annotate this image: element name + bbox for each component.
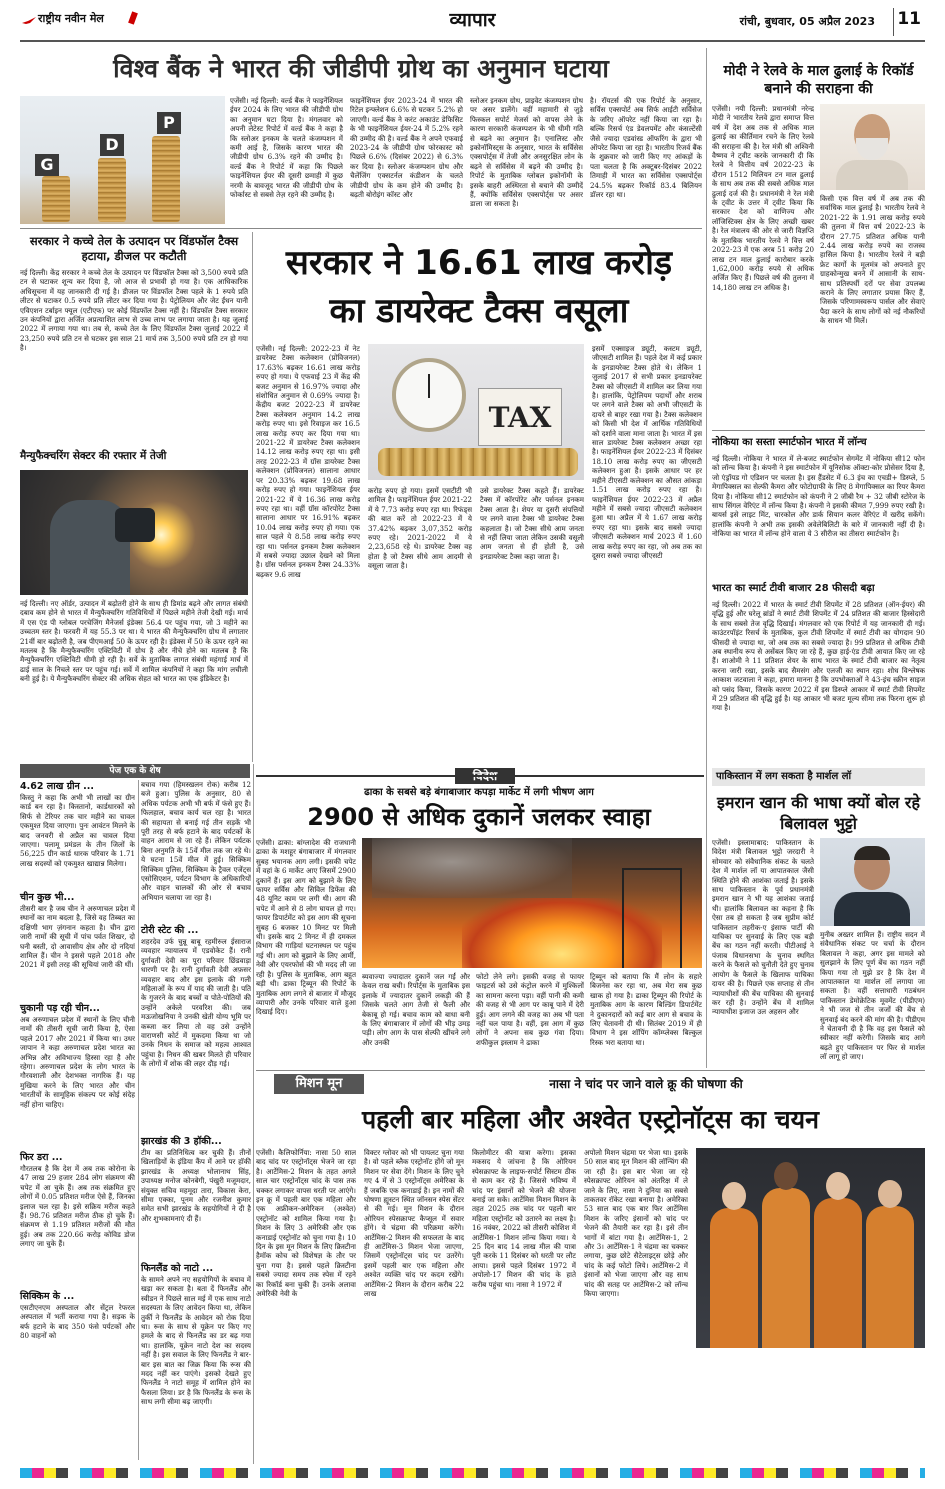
page-number: 11 bbox=[897, 9, 921, 29]
tax-story bbox=[256, 232, 702, 764]
worldbank-story bbox=[20, 48, 702, 226]
dhaka-col3: फोटो लेने लगे। इसकी वजह से फायर फाइटर्स को उसे कंट्रोल करने में मुश्किलों का सामना करना पड़ा। वहीं पानी की कमी की वजह से भी आग पर काबू पाने में देरी हुई। आग लगने की वजह का अब भी पता नहीं चल पाया है। वहीं, इस आग में कुछ लोगों ने अपना सब कुछ गंवा दिया। शफीकुल इस्लाम ने ढाका bbox=[476, 972, 584, 1047]
tax-headline-line1: सरकार ने 16.61 लाख करोड़ bbox=[285, 243, 673, 283]
brief-body: तीसरी बार है जब चीन ने अरुणाचल प्रदेश में स्थानों का नाम बदला है, जिसे वह तिब्बत का दक्षिणी भाग ज़ंगनान कहता है। चीन द्वारा जारी नामों की सूची में पांच पर्वत शिखर, दो घनी बस्ती, दो आवासीय क्षेत्र और दो नदियां शामिल हैं। चीन ने इससे पहले 2018 और 2021 में इसी तरह की सूचियां जारी की थीं। bbox=[20, 904, 135, 970]
brief-title: चीन कुछ भी... bbox=[20, 892, 75, 903]
brief-body: एसटीएनएम अस्पताल और सेंट्रल रेफरल अस्पताल में भर्ती कराया गया है। सड़क के बर्फ हटाने के बाद 350 फंसे पर्यटकों और 80 वाहनों को bbox=[20, 1303, 135, 1341]
gdp-block-p: P bbox=[157, 112, 181, 134]
masthead bbox=[0, 0, 945, 44]
modi-rail-story bbox=[712, 48, 925, 426]
briefs-column-2 bbox=[141, 780, 251, 1460]
gdp-block-d: D bbox=[100, 134, 124, 156]
section-rule bbox=[20, 228, 702, 229]
coins-pile bbox=[378, 448, 578, 476]
nasa-col2: विक्टर ग्लोवर को भी पायलट चुना गया है। वो पहले ब्लैक एस्ट्रोनॉट होंगे जो मून मिशन पर सेवा देंगे। मिशन के लिए चुने गए 4 में से 3 एस्ट्रोनॉट्स अमेरिका के हैं जबकि एक कनाडाई है। इन नामों की घोषणा ह्यूस्टन स्थित जॉनसन स्पेस सेंटर से की गई। मून मिशन के दौरान ओरियन स्पेसक्राफ्ट कैप्सूल में सवार होंगे। ये चंद्रमा की परिक्रमा करेंगे। आर्टेमिस-2 मिशन की सफलता के बाद ही आर्टेमिस-3 मिशन भेजा जाएगा, जिसमें एस्ट्रोनॉट्स चांद पर उतरेंगे। इसमें पहली बार एक महिला और अश्वेत व्यक्ति चांद पर कदम रखेंगे। आर्टेमिस-2 मिशन के दौरान करीब 22 लाख bbox=[364, 1148, 464, 1299]
worldbank-col3: स्लोअर इनकम ग्रोथ, प्राइवेट कंजम्पशन ग्रोथ पर असर डालेंगे। वहीं महामारी से जुड़े फिस्कल सपोर्ट मेजर्स को वापस लेने के कारण सरकारी कंजम्पशन के भी धीमी गति से बढ़ने का अनुमान है। एनालिस्ट और इकोनॉमिस्ट्स के अनुसार, भारत के सर्विसेस एक्सपोर्ट्स में तेजी और अनसुरक्षित लोन के बढ़ने से सर्विसेस में बढ़ने की उम्मीद है। रिपोर्ट के मुताबिक ग्लोबल इकोनॉमी के इसके बाहरी अस्थिरता से बचाने की उम्मीदें हैं, क्योंकि सर्विसेस एक्सपोर्ट्स पर असर डाला जा सकता है। bbox=[470, 96, 583, 209]
brief-title: 4.62 लाख ग्रीन ... bbox=[20, 781, 94, 792]
dhaka-col4: ट्रिब्यून को बताया कि मैं लोन के सहारे बिजनेस कर रहा था, अब मेरा सब कुछ खाक हो गया है। ढाका ट्रिब्यून की रिपोर्ट के मुताबिक आग के कारण बिल्डिंग डिपार्टमेंट ने दुकानदारों को कई बार आग से बचाव के लिए चेतावनी दी थी। सितंबर 2019 में ही विभाग ने इस शॉपिंग कॉम्प्लेक्स बिल्कुल रिस्क भरा बताया था। bbox=[590, 972, 702, 1047]
print-registration-bar bbox=[20, 1468, 925, 1478]
brief-body: शहरदेव उर्फ चुन्नू बाबू रहमीरुल ईसाराज व्यवहार न्यायालय में एडवोकेट हैं। रानी दुर्गावती देवी का पूरा परिवार छिंडवाड़ा धारणी पर है। रानी दुर्गावती देवी अफ़सर व्यवहार बाद और इस इलाके की गली महिलाओं के रूप में याद की जाती है। पति के गुजरने के बाद बच्चों व पोते-पोतियों की उन्होंने अकेले परवरिश की। जब मऊजोखनिया ने उनकी खेती योग्य भूमि पर कब्जा कर लिया तो वह उसे उन्होंने वाराणसी कोर्ट में मुकदमा किया था जो उनके निधन के समाज को महत्व आश्वत पहुंचा है। निधन की खबर मिलते ही परिवार के लोगों में शोक की लहर दौड़ गई। bbox=[141, 937, 251, 1069]
portrait-beard bbox=[856, 138, 888, 160]
briefs-tab: पेज एक के शेष bbox=[20, 764, 250, 778]
masthead-divider bbox=[893, 8, 894, 36]
portrait-hair bbox=[854, 846, 890, 860]
tax-col1: एजेंसी। नई दिल्ली: 2022-23 में नेट डायरेक्ट टैक्स कलेक्शन (प्रोविजनल) 17.63% बढ़कर 16.61 लाख करोड़ रुपए हो गया। ये एफवाई 23 में केंद्र की बजट अनुमान से 16.97% ज्यादा और संशोधित अनुमान से 0.69% ज्यादा है। केंद्रीय बजट 2022-23 में डायरेक्ट टैक्स कलेक्शन अनुमान 14.2 लाख करोड़ रुपए था। इसे रिवाइज कर 16.5 लाख करोड़ रुपए कर दिया गया था। 2021-22 में डायरेक्ट टैक्स कलेक्शन 14.12 लाख करोड़ रुपए रहा था। इसी तरह 2022-23 में ग्रॉस डायरेक्ट टैक्स कलेक्शन (प्रोविजनल) सालाना आधार पर 20.33% बढ़कर 19.68 लाख करोड़ रुपए हो गया। फाइनेंशियल ईयर 2021-22 में ये 16.36 लाख करोड़ रुपए रहा था। वहीं ग्रॉस कॉरपोरेट टैक्स सालाना आधार पर 16.91% बढ़कर 10.04 लाख करोड़ रुपए हो गया। एक साल पहले ये 8.58 लाख करोड़ रुपए रहा था। पर्सनल इनकम टैक्स कलेक्शन में सबसे ज्यादा उछाल देखने को मिला है। ग्रॉस पर्सनल इनकम टैक्स 24.33% बढ़कर 9.6 लाख bbox=[256, 344, 360, 579]
clock-hand bbox=[428, 374, 430, 398]
column-divider bbox=[252, 232, 253, 762]
smart-tv-body: नई दिल्ली। 2022 में भारत के स्मार्ट टीवी शिपमेंट में 28 प्रतिशत (ऑन-ईयर) की वृद्धि हुई और घरेलू ब्रांडों ने स्मार्ट टीवी शिपमेंट में 24 प्रतिशत की बाजार हिस्सेदारी के साथ सबसे तेज वृद्धि दिखाई। मंगलवार को एक रिपोर्ट में यह जानकारी दी गई। काउंटरपॉइंट रिसर्च के मुताबिक, कुल टीवी शिपमेंट में स्मार्ट टीवी का योगदान 90 फीसदी से ज्यादा था, जो अब तक का सबसे ज्यादा है। 99 प्रतिशत से अधिक टीवी अब स्थानीय रूप से असेंबल किए जा रहे हैं, कुछ हाई-एंड टीवी आयात किए जा रहे हैं। शाओमी ने 11 प्रतिशत शेयर के साथ भारत के स्मार्ट टीवी बाजार का नेतृत्व करना जारी रखा, इसके बाद सैमसंग और एलजी का स्थान रहा। शोध विश्लेषक आकाश जटवाला ने कहा, हमारा मानना है कि उपभोक्ताओं ने 43-इंच स्क्रीन साइज को पसंद किया, जिसके कारण 2022 में इस डिस्प्ले आकार में स्मार्ट टीवी शिपमेंट में 29 प्रतिशत की वृद्धि हुई है। यह आकार भी बजट मूल्य सीमा तक फिरना शुरू हो गया है। bbox=[712, 600, 925, 713]
smoke-plume bbox=[372, 838, 572, 898]
astronaut-face bbox=[878, 1180, 902, 1208]
brief-body: गौरतलब है कि देश में अब तक कोरोना के 47 लाख 29 हजार 284 लोग संक्रमण की चपेट में आ चुके हैं। अब तक संक्रमित हुए लोगों में 0.05 प्रतिशत मरीज ऐसे हैं, जिनका इलाज चल रहा है। इसे सक्रिय मरीज कहते हैं। 98.76 प्रतिशत मरीज ठीक हो चुके हैं। संक्रमण से 1.19 प्रतिशत मरीजों की मौत हुई। अब तक 220.66 करोड़ कोविड डोज लगाए जा चुके हैं। bbox=[20, 1164, 135, 1249]
coin-stack bbox=[42, 176, 70, 222]
welding-mask bbox=[115, 508, 155, 542]
modi-portrait-photo bbox=[820, 104, 925, 190]
column-divider bbox=[138, 780, 139, 1460]
manufacturing-story bbox=[20, 448, 248, 758]
column-divider bbox=[253, 764, 254, 1464]
dateline: रांची, बुधवार, 05 अप्रैल 2023 bbox=[739, 15, 875, 28]
modi-rail-col2: किसी एक वित्त वर्ष में अब तक की सर्वाधिक माल ढुलाई है। भारतीय रेलवे ने 2021-22 के 1.91 लाख करोड़ रुपये की तुलना में वित्त वर्ष 2022-23 के दौरान 27.75 प्रतिशत अधिक यानी 2.44 लाख करोड़ रुपये का राजस्व हासिल किया है। भारतीय रेलवे ने बड़ी फ्रेट कार्गो के मूलमंत्र को अपनाते हुए ग्राहकोन्मुख बनने में आसानी के साथ-साथ प्रतिस्पर्धी दरों पर सेवा उपलब्ध कराने के लिए लगातार प्रयास किए हैं, जिसके परिणामस्वरूप पार्सल और सेवाएं पैदा करने के साथ लोगों को नई नौकरियों के साधन भी मिलें। bbox=[820, 194, 925, 326]
section-rule bbox=[712, 430, 925, 431]
windfall-headline: सरकार ने कच्चे तेल के उत्पादन पर विंडफॉल टैक्स हटाया, डीजल पर कटौती bbox=[29, 234, 239, 263]
tax-col4: इसमें एक्साइज ड्यूटी, कस्टम ड्यूटी, जीएसटी शामिल हैं। पहले देश में कई प्रकार के इनडायरेक्ट टैक्स होते थे। लेकिन 1 जुलाई 2017 से सभी प्रकार इनडायरेक्ट टैक्स को जीएसटी में शामिल कर लिया गया है। हालांकि, पेट्रोलियम पदार्थों और शराब पर लगने वाले टैक्स को अभी जीएसटी के दायरे से बाहर रखा गया है। टैक्स कलेक्शन को किसी भी देश में आर्थिक गतिविधियों को दर्शाने वाला माना जाता है। भारत में इस साल डायरेक्ट टैक्स कलेक्शन अच्छा रहा है। फाइनेंशियल ईयर 2022-23 में दिसंबर 18.10 लाख करोड़ रुपए का जीएसटी कलेक्शन हुआ है। इसके आधार पर हर महीने टीएसटी कलेक्शन का औसत आंकड़ा 1.51 लाख करोड़ रुपए रहा है। फाइनेंशियल ईयर 2022-23 में अप्रैल महीने में सबसे ज्यादा जीएसटी कलेक्शन हुआ था। अप्रैल में ये 1.67 लाख करोड़ रुपए रहा था। इसके बाद सबसे ज्यादा जीएसटी कलेक्शन मार्च 2023 में 1.60 लाख करोड़ रुपए का रहा, जो अब तक का दूसरा सबसे ज्यादा जीएसटी bbox=[592, 344, 702, 560]
astronaut-suit bbox=[762, 1188, 810, 1348]
dhaka-fire-photo bbox=[362, 838, 702, 968]
brief-title: चुकानी पड़ रही चीन... bbox=[20, 1003, 100, 1014]
section-rule bbox=[256, 1070, 925, 1071]
pakistan-col2: मुनीब अख्तर शामिल हैं। राष्ट्रीय सदन में संवैधानिक संकट पर चर्चा के दौरान बिलावल ने कहा, अगर इस मामले को सुलझाने के लिए पूर्ण बेंच का गठन नहीं किया गया तो मुझे डर है कि देश में आपातकाल या मार्शल लॉ लगाया जा सकता है। वहीं सत्ताधारी गठबंधन पाकिस्तान डेमोक्रेटिक मूवमेंट (पीडीएम) ने भी जज से तीन जजों की बेंच से सुनवाई बंद करने की मांग की है। पीडीएम ने चेतावनी दी है कि वह इस फैसले को स्वीकार नहीं करेगी। जिसके बाद आगे बढ़ते हुए पाकिस्तान पर फिर से मार्शल लॉ लागू हो जाए। bbox=[820, 930, 925, 1062]
brief-title: फिर डरा ... bbox=[20, 1152, 63, 1163]
astronaut-face bbox=[722, 1182, 746, 1210]
nokia-body: नई दिल्ली। नोकिया ने भारत में ले-बजट स्मार्टफोन सेगमेंट में नोकिया सी12 फोन को लॉन्च किया है। कंपनी ने इस स्मार्टफोन में यूनिसोक ऑक्टा-कोर प्रोसेसर दिया है, जो एंड्रॉयड गो एडिशन पर चलता है। इस हैंडसेट में 6.3 इंच का एचडी+ डिस्प्ले, 5 मेगापिक्सल का सेल्फी कैमरा और फोटोग्राफी के लिए 8 मेगापिक्सल का रियर कैमरा दिया है। नोकिया सी12 स्मार्टफोन को कंपनी ने 2 जीबी रैम + 32 जीबी स्टोरेज के साथ सिंगल वेरिएंट में लॉन्च किया है। कंपनी ने इसकी कीमत 7,999 रुपए रखी है। बायर्स इसे लाइट मिंट, चारकोल और डार्क सियान कलर वेरिएंट में खरीद सकेंगे। हालांकि कंपनी ने अभी तक इसकी अवेलेबिलिटी के बारे में जानकारी नहीं दी है। नोकिया का भारत में लॉन्च होने वाला ये 3 सीरीज का तीसरा स्मार्टफोन है। bbox=[712, 454, 925, 539]
portrait-body bbox=[834, 892, 910, 926]
nasa-kicker: नासा ने चांद पर जाने वाले क्रू की घोषणा की bbox=[549, 1077, 743, 1091]
dhaka-story bbox=[256, 786, 702, 1066]
tax-headline-line2: का डायरेक्ट टैक्स वसूला bbox=[329, 291, 629, 331]
tax-cube: TAX bbox=[478, 388, 562, 446]
column-divider bbox=[706, 48, 707, 828]
pakistan-col1: एजेंसी। इस्लामाबाद: पाकिस्तान के विदेश मंत्री बिलावल भुट्टो जरदारी ने सोमवार को संवैधानिक संकट के चलते देश में मार्शल लॉ या आपातकाल जैसी स्थिति होने की आशंका जताई है। इसके साथ पाकिस्तान के पूर्व प्रधानमंत्री इमरान खान ने भी यह आशंका जताई थी। हालांकि बिलावल का कहना है कि ऐसा तब हो सकता है जब सुप्रीम कोर्ट पाकिस्तान तहरीक-ए इंसाफ पार्टी की याचिका पर सुनवाई के लिए एक बड़ी बेंच का गठन नहीं करती। पीटीआई ने पंजाब विधानसभा के चुनाव स्थगित करने के फैसले को चुनौती देते हुए चुनाव आयोग के फैसले के खिलाफ याचिका दायर की है। पिछले एक सप्ताह से तीन न्यायाधीशों की बेंच याचिका की सुनवाई कर रही है। उन्होंने बेंच में शामिल न्यायाधीश इजाज उल अहसन और bbox=[712, 838, 814, 1017]
bilawal-portrait-photo bbox=[820, 838, 925, 926]
manufacturing-body: नई दिल्ली। नए ऑर्डर, उत्पादन में बढ़ोतरी होने के साथ ही डिमांड बढ़ने और लागत संबंधी दबाव कम होने से भारत में मैन्युफैक्चरिंग गतिविधियों में पिछले महीने तेजी देखी गई। मार्च में एस एंड पी ग्लोबल परचेजिंग मैनेजर्स इंडेक्स 56.4 पर पहुंच गया, जो 3 महीने का उच्चतम स्तर है। फरवरी में यह 55.3 पर था। ये भारत की मैन्युफैक्चरिंग ग्रोथ में लगातार 21वीं बार बढ़ोतरी है, जब पीएमआई 50 के ऊपर रही है। इंडेक्स में 50 के ऊपर रहने का मतलब है कि मैन्युफैक्चरिंग एक्टिविटी में ग्रोथ है और नीचे होने का मतलब है कि मैन्युफैक्चरिंग एक्टिविटी धीमी हो रही है। सर्वे के मुताबिक लागत संबंधी महंगाई मार्च में ढाई साल के निचले स्तर पर पहुंच गई। सर्वे में शामिल कंपनियों ने कहा कि मांग लचीली बनी हुई है। ये मैन्युफैक्चरिंग सेक्टर की अधिक सेहत को भारत का एक इंडिकेटर है। bbox=[20, 599, 248, 684]
worldbank-col1: एजेंसी। नई दिल्ली: वर्ल्ड बैंक ने फाइनेंशियल ईयर 2024 के लिए भारत की जीडीपी ग्रोथ का अनुमान घटा दिया है। मंगलवार को अपनी लेटेस्ट रिपोर्ट में वर्ल्ड बैंक ने कहा है कि स्लोअर इनकम के चलते कंजम्पशन में कमी आई है, जिसके कारण भारत की जीडीपी ग्रोथ 6.3% रहने की उम्मीद है। वर्ल्ड बैंक ने रिपोर्ट में कहा कि पिछले फाइनेंशियल ईयर की दूसरी छमाही में कुछ नरमी के बावजूद भारत की जीडीपी ग्रोथ के फोर्कास्ट से सबसे तेज़ रहने की उम्मीद है। bbox=[230, 96, 343, 200]
gdp-block-g: G bbox=[35, 154, 59, 176]
tax-col3: उसे डायरेक्ट टैक्स कहते हैं। डायरेक्ट टैक्स में कॉरपोरेट और पर्सनल इनकम टैक्स आता है। शेयर या दूसरी संपत्तियों पर लगने वाला टैक्स भी डायरेक्ट टैक्स कहलाता है। जो टैक्स सीधे आम जनता से नहीं लिया जाता लेकिन उसकी वसूली आम जनता से ही होती है, उसे इनडायरेक्ट टैक्स कहा जाता है। bbox=[480, 486, 584, 561]
brief-title: फिनलैंड को नाटो ... bbox=[141, 1263, 214, 1274]
paper-name: राष्ट्रीय नवीन मेल bbox=[38, 12, 104, 25]
portrait-body bbox=[836, 160, 908, 190]
tax-col2: करोड़ रुपए हो गया। इसमें एसटीटी भी शामिल है। फाइनेंशियल ईयर 2021-22 में ये 7.73 करोड़ रुपए रहा था। रिफंड्स की बात करें तो 2022-23 में ये 37.42% बढ़कर 3,07,352 करोड़ रुपए रहे। 2021-2022 में ये 2,23,658 रहे थे। डायरेक्ट टैक्स वह होता है जो टैक्स सीधे आम आदमी से वसूला जाता है। bbox=[368, 486, 472, 571]
section-title: व्यापार bbox=[449, 9, 496, 31]
astronaut-suit bbox=[866, 1206, 914, 1348]
manufacturing-headline: मैन्युफैक्चरिंग सेक्टर की रफ्तार में तेजी bbox=[20, 450, 167, 462]
nasa-story bbox=[256, 1074, 925, 1462]
brief-body: बचाव गया (हिमस्खलन रोक) करीब 12 बजे हुआ। पुलिस के अनुसार, 80 से अधिक पर्यटक अभी भी बर्फ में फंसे हुए हैं। फिलहाल, बचाव कार्य चल रहा है। भारत की सहायता से बनाई गई तीन सड़कें भी पूरी तरह से बर्फ हटाने के बाद पर्यटकों के वाहन आराम से जा रहे हैं। लेकिन पर्यटक बिना अनुमति के 15वें मील तक जा रहे थे। ये घटना 15वें मील में हुई। सिक्किम सिक्किम पुलिस, सिक्किम के ट्रैवल एजेंट्स एसोसिएशन, पर्यटन विभाग के अधिकारियों और वाहन चालकों की ओर से बचाव अभियान चलाया जा रहा है। bbox=[141, 780, 251, 902]
brief-title: टोरी स्टेट की ... bbox=[141, 925, 199, 936]
brief-body: अब अरुणाचल प्रदेश में स्थानों के लिए चीनी नामों की तीसरी सूची जारी किया है, ऐसा पहले 2017 और 2021 में किया था। उधर जापान ने कहा अरुणाचल प्रदेश भारत का अभिन्न और अविभाज्य हिस्सा रहा है और रहेगा। अरुणाचल प्रदेश के लोग भारत के गौरवशाली और देशभक्त नागरिक हैं। यह मुखिया करने के लिए भारत और चीन भारतीयों के सामूहिक संकल्प पर कोई संदेह नहीं होना चाहिए। bbox=[20, 1015, 135, 1109]
welder-photo bbox=[20, 470, 248, 595]
pakistan-story bbox=[712, 768, 925, 1068]
foreign-rule bbox=[256, 775, 704, 777]
windfall-story bbox=[20, 232, 248, 446]
dhaka-col2: ब्यवाज्या ज्यादातर दुकानें जल गईं और केवल राख बची। रिपोर्ट्स के मुताबिक इस इलाके में ज्यादातर दुकानें लकड़ी की हैं जिसके चलते आग तेजी से फैली और बेकाबू हो गई। बचाव काम को बाधा बनी के लिए बंगाबाजार में लोगों की भीड़ उमड़ पड़ी। लोग आग के पास सेल्फी खींचने लगे और उनकी bbox=[362, 972, 470, 1047]
windfall-body: नई दिल्ली। केंद्र सरकार ने कच्चे तेल के उत्पादन पर विंडफॉल टैक्स को 3,500 रुपये प्रति टन से घटाकर शून्य कर दिया है, जो आज से प्रभावी हो गया है। एक आधिकारिक अधिसूचना में यह जानकारी दी गई है। डीजल पर विंडफॉल टैक्स पहले के 1 रुपये प्रति लीटर से घटाकर 0.5 रुपये प्रति लीटर कर दिया गया है। पेट्रोलियम और जेट ईंधन यानी एविएशन टर्बाइन फ्यूल (एटीएफ) पर कोई विंडफॉल टैक्स नहीं है। विंडफॉल टैक्स सरकार उन कंपनियों द्वारा अर्जित अप्रत्याशित लाभ से उच्च लाभ पर लगाया जाता है। यह जुलाई 2022 में लगाया गया था। तब से, कच्चे तेल के लिए विंडफॉल टैक्स जुलाई 2022 में 23,250 रुपये प्रति टन से घटकर इस साल 21 मार्च तक 3,500 रुपये प्रति टन हो गया है। bbox=[20, 268, 248, 353]
nasa-tab: मिशन मून bbox=[274, 1074, 364, 1094]
astronaut-suit bbox=[814, 1198, 862, 1348]
building-frame bbox=[622, 868, 682, 968]
modi-rail-headline: मोदी ने रेलवे के माल ढुलाई के रिकॉर्ड बनाने की सराहना की bbox=[723, 63, 914, 97]
smart-tv-story bbox=[712, 580, 925, 760]
smart-tv-headline: भारत का स्मार्ट टीवी बाजार 28 फीसदी बढ़ा bbox=[712, 583, 875, 594]
briefs-column bbox=[20, 780, 135, 1460]
dhaka-col1: एजेंसी। ढाका: बांग्लादेश की राजधानी ढाका के मशहूर बंगाबाजार में मंगलवार सुबह भयानक आग लगी। इसकी चपेट में वहां के 6 मार्केट आए जिसमें 2900 दुकानें हैं। इस आग को बुझाने के लिए फायर सर्विस और सिविल डिफेंस की 48 यूनिट काम पर लगी थी। आग की चपेट में आने से 8 लोग घायल हो गए। फायर डिपार्टमेंट को इस आग की सूचना सुबह 6 बजकर 10 मिनट पर मिली थी। इसके बाद 2 मिनट में ही दमकल विभाग की गाड़ियां घटनास्थल पर पहुंच गई थी। आग को बुझाने के लिए आर्मी, नेवी और एयरफोर्स की भी मदद ली जा रही है। पुलिस के मुताबिक, आग बहुत बड़ी थी। ढाका ट्रिब्यून की रिपोर्ट के मुताबिक आग लगने से बाजार में मौजूद व्यापारी और उनके परिवार वाले हुआ दिखाई दिए। bbox=[256, 838, 356, 1017]
brief-body: के सामने अपने नए सहयोगियों के बचाव में खड़ा कर सकता है। बता दें फिनलैंड और स्वीडन ने पिछले साल मई में एक साथ नाटो सदस्यता के लिए आवेदन किया था, लेकिन तुर्की ने फिनलैंड के आवेदन को रोक दिया था। रूस के साथ से यूक्रेन पर किए गए हमले के बाद से फिनलैंड का डर बढ़ गया था। हालांकि, यूक्रेन नाटो देश का सदस्य नहीं है। इस सवाल के लिए फिनलैंड ने बार-बार इस बात का जिक्र किया कि रूस की मदद नहीं कर पाएंगे। इसको देखते हुए फिनलैंड ने नाटो समूह में शामिल होने का फैसला लिया। डर है कि फिनलैंड के रूस के साथ लगी सीमा बढ़ जाएगी। bbox=[141, 1275, 251, 1407]
astronaut-suit bbox=[710, 1208, 758, 1348]
gdp-coins-photo bbox=[20, 96, 225, 224]
pakistan-kicker: पाकिस्तान में लग सकता है मार्शल लॉ bbox=[712, 768, 925, 786]
column-divider bbox=[706, 768, 707, 1068]
nasa-col1: एजेंसी। कैलिफोर्निया: नासा 50 साल बाद चांद पर एस्ट्रोनॉट्स भेजने जा रहा है। आर्टेमिस-2 मिशन के तहत अगले साल चार एस्ट्रोनॉट्स चांद के पास तक चक्कर लगाकर वापस धरती पर आएंगे। इन क्रू में पहली बार एक महिला और एक अफ्रीकन-अमेरिकन (अश्वेत) एस्ट्रोनॉट को शामिल किया गया है। मिशन के लिए 3 अमेरिकी और एक कनाडाई एस्ट्रोनॉट को चुना गया है। 10 दिन के इस मून मिशन के लिए क्रिस्टीना हैमॉक कोच को विशेषज्ञ के तौर पर चुना गया है। इससे पहले क्रिस्टीना सबसे ज्यादा समय तक स्पेस में रहने का रिकॉर्ड बना चुकी हैं। उनके अलावा अमेरिकी नेवी के bbox=[256, 1148, 356, 1299]
brief-title: सिक्किम के ... bbox=[20, 1291, 75, 1302]
masthead-rule bbox=[20, 40, 925, 42]
brief-body: टीम का प्रतिनिधित्व कर चुकी हैं। तीनों खिलाड़ियों के इंडिया कैंप में आने पर हॉकी झारखंड के अध्यक्ष भोलानाथ सिंह, उपाध्यक्ष मनोज कोनबेगी, पंखुरी मजूमदार, संयुक्त सचिव महमूदा तारा, विकास केरा, सीमा एक्का, पूनम और रजनीश कुमार समेत सभी झारखंड के सहयोगियों ने दी है और शुभकामनाएं दी हैं। bbox=[141, 1148, 251, 1223]
astronauts-photo bbox=[696, 1148, 925, 1348]
tax-clock-photo bbox=[368, 344, 584, 480]
nokia-headline: नोकिया का सस्ता स्मार्टफोन भारत में लॉन्च bbox=[712, 437, 867, 448]
worldbank-headline: विश्व बैंक ने भारत की जीडीपी ग्रोथ का अनुमान घटाया bbox=[113, 54, 609, 83]
dhaka-kicker: ढाका के सबसे बड़े बंगाबाजार कपड़ा मार्केट में लगी भीषण आग bbox=[364, 787, 594, 798]
nasa-col3: किलोमीटर की यात्रा करेगा। इसका मकसद ये जांचना है कि ओरियन स्पेसक्राफ्ट के लाइफ-सपोर्ट सिस्टम ठीक से काम कर रहे हैं। जिससे भविष्य में चांद पर इंसानों को भेजने की योजना बनाई जा सके। आर्टेमिस मिशन मिशन के तहत 2025 तक चांद पर पहली बार महिला एस्ट्रोनॉट को उतारने का लक्ष्य है। 16 नवंबर, 2022 को तीसरी कोशिश में आर्टेमिस-1 मिशन लॉन्च किया गया। ये 25 दिन बाद 14 लाख मील की यात्रा पूरी करके 11 दिसंबर को धरती पर लौट आया। इससे पहले दिसंबर 1972 में अपोलो-17 मिशन की चांद के हाते करीब पहुंचा था। नासा ने 1972 में bbox=[472, 1148, 576, 1289]
modi-rail-col1: एजेंसी। नयी दिल्ली: प्रधानमंत्री नरेन्द्र मोदी ने भारतीय रेलवे द्वारा समाप्त वित्त वर्ष में देश अब तक से अधिक माल ढुलाई का कीर्तिमान रचने के लिए रेलवे की सराहना की है। रेल मंत्री श्री अश्विनी वैष्णव ने ट्वीट करके जानकारी दी कि रेलवे ने वित्तीय वर्ष 2022-23 के दौरान 1512 मिलियन टन माल ढुलाई के साथ अब तक की सबसे अधिक माल ढुलाई दर्ज की है। प्रधानमंत्री ने रेल मंत्री के ट्वीट के उत्तर में ट्वीट किया कि सरकार देश को वाणिज्य और लॉजिस्टिक्स क्षेत्र के लिए अच्छी खबर है। रेल मंत्रालय की ओर से जारी विज्ञप्ति के मुताबिक भारतीय रेलवे ने वित्त वर्ष 2022-23 में एक अरब 51 करोड़ 20 लाख टन माल ढुलाई कारोबार करके 1,62,000 करोड़ रुपये से अधिक अर्जित किए हैं। पिछले वर्ष की तुलना में 14,180 लाख टन अधिक है। bbox=[712, 104, 814, 292]
worldbank-col2: फाइनेंशियल ईयर 2023-24 में भारत की रिटेल इन्फ्लेशन 6.6% से घटकर 5.2% हो जाएगी। वर्ल्ड बैंक ने करंट अकाउंट डेफिसिट के भी फाइनेंशियल ईयर-24 में 5.2% रहने की उम्मीद की है। वर्ल्ड बैंक ने अपने एफवाई 2023-24 के जीडीपी ग्रोथ फोरकास्ट को पिछले 6.6% (दिसंबर 2022) से 6.3% कर दिया है। स्लोअर कंजम्पशन ग्रोथ और चैलेंजिंग एक्सटर्नल कंडीशन के चलते जीडीपी ग्रोथ के कम होने की उम्मीद है। बढ़ती बोरोइंग कॉस्ट और bbox=[350, 96, 463, 200]
brief-title: झारखंड की 3 हॉकी... bbox=[141, 1136, 222, 1147]
brief-body: किस्तु ने कहा कि अभी भी लाखों का ग्रीन कार्ड बन रहा है। किस्तानो, कार्डधारकों को सिर्फ से टेरियर तक चार महीने का चावल एकमुश्त दिया जाएगा। पुनः आवंटन मिलने के बाद जनवरी से अप्रैल का चावल दिया जाएगा। पलामू प्रमंडल के तीन जिलों के 56,225 ग्रीन कार्ड धारक परिवार के 1.71 लाख सदस्यों को एकमुश्त खाद्यान्न मिलेगा। bbox=[20, 793, 135, 868]
coin-stack bbox=[152, 136, 180, 222]
worldbank-col4: है। रॉयटर्स की एक रिपोर्ट के अनुसार, सर्विस एक्सपोर्ट अब सिर्फ आईटी सर्विसेज के जरिए ऑपरेट नहीं किया जा रहा है। बल्कि रिसर्च एंड डेवलपमेंट और कंसल्टेंसी जैसे ज्यादा एडवांस्ड ऑफरिंग के द्वारा भी ऑपरेट किया जा रहा है। भारतीय रिजर्व बैंक के शुक्रवार को जारी किए गए आंकड़ों के पता चलता है कि अक्टूबर-दिसंबर 2022 तिमाही में भारत का सर्विसेस एक्सपोर्ट्स 24.5% बढ़कर रिकॉर्ड 83.4 बिलियन डॉलर रहा था। bbox=[590, 96, 702, 200]
astronaut-face bbox=[774, 1162, 798, 1190]
nokia-story bbox=[712, 434, 925, 576]
nasa-col4: अपोलो मिशन चंद्रमा पर भेजा था। इसके 50 साल बाद मून मिशन की लॉन्चिंग की जा रही है। इस बार भेजा जा रहे स्पेसक्राफ्ट ओरियन को अंतरिक्ष में ले जाने के लिए, नासा ने दुनिया का सबसे ताकतवर रॉकेट रखा बनाया है। अमेरिका 53 साल बाद एक बार फिर आर्टेमिस मिशन के जरिए इंसानों को चांद पर भेजने की तैयारी कर रहा है। इसे तीन भागों में बांटा गया है। आर्टेमिस-1, 2 और 3। आर्टेमिस-1 ने चंद्रमा का चक्कर लगाया, कुछ छोटे सैटेलाइट्स छोड़े और चांद के कई फोटो लिये। आर्टेमिस-2 में इंसानों को भेजा जाएगा और वह साथ चांद की सतह पर आर्टेमिस-2 को लॉन्च किया जाएगा। bbox=[584, 1148, 688, 1299]
astronaut-face bbox=[826, 1172, 850, 1200]
nasa-headline: पहली बार महिला और अश्वेत एस्ट्रोनॉट्स का चयन bbox=[361, 1105, 819, 1134]
coin-stack bbox=[98, 158, 126, 222]
dhaka-headline: 2900 से अधिक दुकानें जलकर स्वाहा bbox=[307, 803, 651, 831]
pakistan-headline: इमरान खान की भाषा क्यों बोल रहे बिलावल भुट्टो bbox=[717, 793, 920, 833]
